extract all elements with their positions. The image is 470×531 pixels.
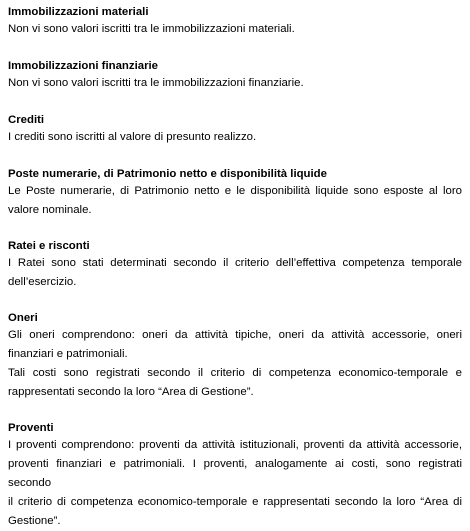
section-heading: Poste numerarie, di Patrimonio netto e disponibilità liquide xyxy=(8,168,327,180)
section-oneri xyxy=(8,310,462,402)
body-line: I Ratei sono stati determinati secondo il criterio dell’effettiva competenza temporale xyxy=(8,257,462,269)
section-body xyxy=(8,254,462,292)
body-line: il criterio di competenza economico-temporale e rappresentati secondo la loro “Area di xyxy=(8,496,462,508)
section-heading: Immobilizzazioni materiali xyxy=(8,6,149,18)
body-line: valore nominale. xyxy=(8,204,92,216)
section-ratei-risconti xyxy=(8,238,462,292)
section-poste-numerarie xyxy=(8,166,462,220)
section-crediti xyxy=(8,112,462,147)
body-line: Gestione”. xyxy=(8,515,61,527)
section-immobilizzazioni-materiali xyxy=(8,4,462,39)
section-heading: Proventi xyxy=(8,422,54,434)
section-immobilizzazioni-finanziarie xyxy=(8,58,462,93)
body-line: I proventi comprendono: proventi da attività istituzionali, proventi da attività accessorie, xyxy=(8,439,462,451)
section-body xyxy=(8,436,462,531)
section-body xyxy=(8,326,462,402)
section-heading: Ratei e risconti xyxy=(8,240,90,252)
section-body xyxy=(8,74,462,93)
section-body xyxy=(8,182,462,220)
section-body xyxy=(8,128,462,147)
body-line: dell’esercizio. xyxy=(8,276,77,288)
body-line: Non vi sono valori iscritti tra le immobilizzazioni materiali. xyxy=(8,23,295,35)
body-line: Tali costi sono registrati secondo il criterio di competenza economico-temporale e xyxy=(8,367,462,379)
section-heading: Oneri xyxy=(8,312,38,324)
body-line: Le Poste numerarie, di Patrimonio netto e le disponibilità liquide sono esposte al loro xyxy=(8,185,462,197)
body-line: Non vi sono valori iscritti tra le immobilizzazioni finanziarie. xyxy=(8,77,304,89)
body-line: proventi finanziari e patrimoniali. I proventi, analogamente ai costi, sono registrati secondo xyxy=(8,458,462,489)
body-line: Gli oneri comprendono: oneri da attività tipiche, oneri da attività accessorie, oneri xyxy=(8,329,462,341)
body-line: I crediti sono iscritti al valore di presunto realizzo. xyxy=(8,131,257,143)
body-line: rappresentati secondo la loro “Area di Gestione”. xyxy=(8,386,254,398)
body-line: finanziari e patrimoniali. xyxy=(8,348,128,360)
section-proventi xyxy=(8,420,462,531)
section-heading: Crediti xyxy=(8,114,45,126)
section-body xyxy=(8,20,462,39)
section-heading: Immobilizzazioni finanziarie xyxy=(8,60,158,72)
